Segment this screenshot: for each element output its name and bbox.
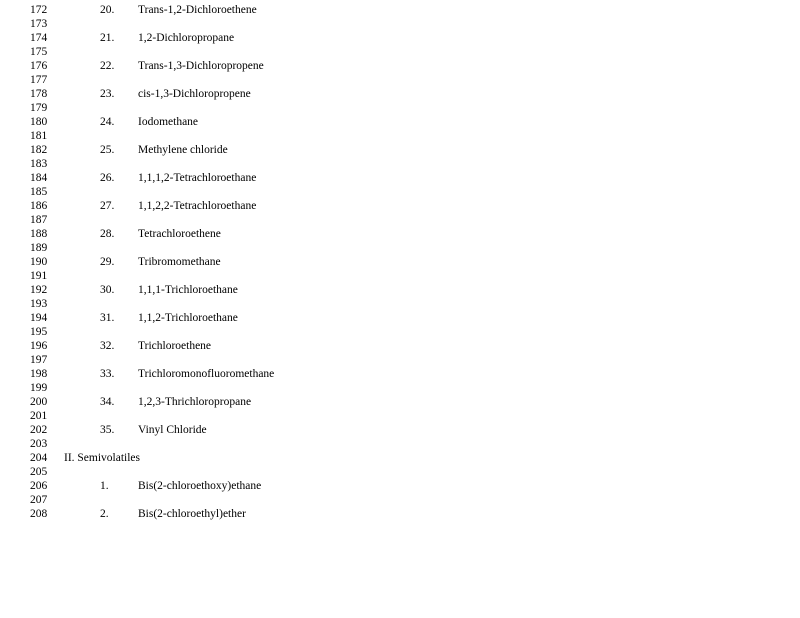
item-number: 23.: [100, 88, 115, 100]
line-number: 196: [30, 340, 48, 352]
item-number: 1.: [100, 480, 109, 492]
line-number: 208: [30, 508, 48, 520]
line-row: [0, 437, 800, 451]
line-row: [0, 73, 800, 87]
line-row: [0, 269, 800, 283]
line-number: 197: [30, 354, 48, 366]
item-number: 21.: [100, 32, 115, 44]
line-number: 184: [30, 172, 48, 184]
item-number: 29.: [100, 256, 115, 268]
line-number: 204: [30, 452, 48, 464]
item-number: 24.: [100, 116, 115, 128]
line-row: [0, 339, 800, 353]
item-number: 32.: [100, 340, 115, 352]
line-number: 181: [30, 130, 48, 142]
compound-name: 1,1,2-Trichloroethane: [138, 312, 238, 324]
item-number: 20.: [100, 4, 115, 16]
compound-name: Trichloromonofluoromethane: [138, 368, 275, 380]
document-page: [0, 3, 800, 521]
item-number: 33.: [100, 368, 115, 380]
compound-name: Vinyl Chloride: [138, 424, 207, 436]
compound-name: Bis(2-chloroethyl)ether: [138, 508, 246, 520]
line-row: [0, 227, 800, 241]
line-row: [0, 101, 800, 115]
line-number: 179: [30, 102, 48, 114]
line-row: [0, 171, 800, 185]
line-number: 202: [30, 424, 48, 436]
line-row: [0, 367, 800, 381]
line-number: 175: [30, 46, 48, 58]
compound-name: Trichloroethene: [138, 340, 212, 352]
line-row: [0, 507, 800, 521]
line-row: [0, 59, 800, 73]
line-row: [0, 129, 800, 143]
line-number: 190: [30, 256, 48, 268]
line-number: 188: [30, 228, 48, 240]
line-number: 195: [30, 326, 48, 338]
line-number: 187: [30, 214, 48, 226]
compound-name: Tribromomethane: [138, 256, 221, 268]
item-number: 34.: [100, 396, 115, 408]
line-row: [0, 423, 800, 437]
line-number: 178: [30, 88, 48, 100]
line-row: [0, 395, 800, 409]
line-row: [0, 241, 800, 255]
compound-name: 1,2-Dichloropropane: [138, 32, 235, 44]
line-number: 176: [30, 60, 48, 72]
line-row: [0, 185, 800, 199]
compound-name: Tetrachloroethene: [138, 228, 221, 240]
line-number: 174: [30, 32, 48, 44]
line-row: [0, 283, 800, 297]
line-number: 199: [30, 382, 48, 394]
line-number: 186: [30, 200, 48, 212]
line-row: [0, 353, 800, 367]
compound-name: 1,1,2,2-Tetrachloroethane: [138, 200, 257, 212]
line-row: [0, 143, 800, 157]
line-number: 206: [30, 480, 48, 492]
line-row: [0, 115, 800, 129]
line-row: [0, 451, 800, 465]
line-row: [0, 465, 800, 479]
compound-name: Iodomethane: [138, 116, 199, 128]
line-row: [0, 325, 800, 339]
line-number: 207: [30, 494, 48, 506]
line-row: [0, 17, 800, 31]
line-row: [0, 45, 800, 59]
line-row: [0, 3, 800, 17]
line-row: [0, 255, 800, 269]
item-number: 22.: [100, 60, 115, 72]
line-number: 194: [30, 312, 48, 324]
item-number: 28.: [100, 228, 115, 240]
item-number: 25.: [100, 144, 115, 156]
line-number: 185: [30, 186, 48, 198]
compound-name: cis-1,3-Dichloropropene: [138, 88, 251, 100]
compound-name: Bis(2-chloroethoxy)ethane: [138, 480, 262, 492]
line-number: 183: [30, 158, 48, 170]
line-row: [0, 297, 800, 311]
line-number: 193: [30, 298, 48, 310]
item-number: 30.: [100, 284, 115, 296]
item-number: 26.: [100, 172, 115, 184]
line-row: [0, 409, 800, 423]
line-number: 191: [30, 270, 48, 282]
line-number: 173: [30, 18, 48, 30]
item-number: 35.: [100, 424, 115, 436]
line-row: [0, 199, 800, 213]
line-row: [0, 381, 800, 395]
line-number: 203: [30, 438, 48, 450]
compound-name: 1,2,3-Thrichloropropane: [138, 396, 252, 408]
line-row: [0, 311, 800, 325]
line-number: 182: [30, 144, 48, 156]
line-row: [0, 479, 800, 493]
compound-name: Methylene chloride: [138, 144, 228, 156]
line-number: 198: [30, 368, 48, 380]
line-number: 180: [30, 116, 48, 128]
section-heading: II. Semivolatiles: [64, 452, 141, 464]
line-row: [0, 31, 800, 45]
item-number: 2.: [100, 508, 109, 520]
compound-name: Trans-1,3-Dichloropropene: [138, 60, 264, 72]
item-number: 31.: [100, 312, 115, 324]
line-row: [0, 493, 800, 507]
line-number: 177: [30, 74, 48, 86]
line-number: 172: [30, 4, 48, 16]
line-row: [0, 157, 800, 171]
compound-name: Trans-1,2-Dichloroethene: [138, 4, 257, 16]
item-number: 27.: [100, 200, 115, 212]
compound-name: 1,1,1-Trichloroethane: [138, 284, 238, 296]
line-row: [0, 87, 800, 101]
compound-name: 1,1,1,2-Tetrachloroethane: [138, 172, 257, 184]
line-number: 200: [30, 396, 48, 408]
line-number: 192: [30, 284, 48, 296]
line-number: 201: [30, 410, 48, 422]
line-number: 189: [30, 242, 48, 254]
line-row: [0, 213, 800, 227]
line-number: 205: [30, 466, 48, 478]
